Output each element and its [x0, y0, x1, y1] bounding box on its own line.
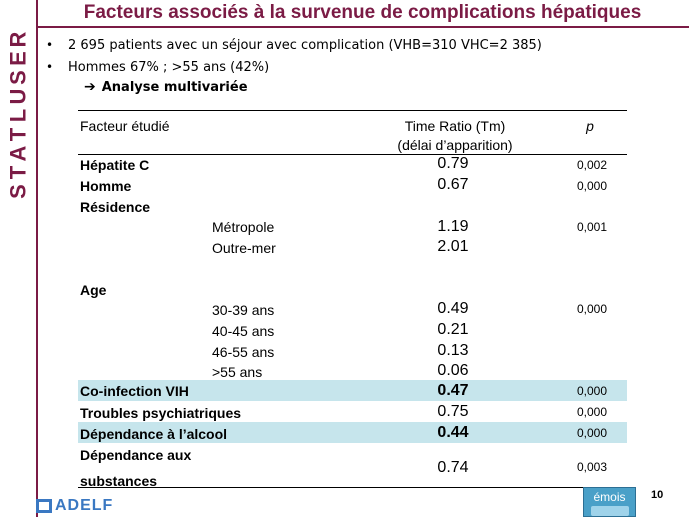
adelf-logo	[36, 497, 113, 515]
arrow-right-icon: ➔	[84, 79, 96, 95]
row-label: Dépendance aux	[80, 447, 192, 463]
header-p: p	[586, 118, 594, 134]
emois-logo	[583, 487, 636, 517]
sidebar-letter: L	[5, 108, 31, 123]
row-sublabel: >55 ans	[212, 364, 263, 380]
bullet-item	[46, 56, 542, 78]
row-tm: 1.19	[437, 218, 469, 235]
row-p: 0,000	[576, 384, 608, 398]
row-tm: 0.47	[437, 382, 469, 399]
table-header-rule	[78, 154, 627, 155]
bullet-marker: •	[46, 60, 54, 74]
row-label: Hépatite C	[80, 157, 150, 173]
row-label: Dépendance à l’alcool	[80, 426, 228, 442]
bullet-list	[46, 34, 542, 78]
sidebar-letter: R	[5, 31, 31, 48]
row-tm: 0.49	[437, 300, 469, 317]
sidebar-letter: E	[5, 51, 31, 66]
bullet-item	[46, 34, 542, 56]
row-label: Homme	[80, 178, 132, 194]
row-p: 0,000	[576, 426, 608, 440]
sidebar	[0, 0, 36, 517]
resultats-vertical-label	[5, 30, 31, 230]
subheading-text: Analyse multivariée	[101, 79, 248, 95]
row-tm: 2.01	[437, 238, 469, 255]
sidebar-letter: S	[5, 70, 31, 85]
sidebar-letter: T	[5, 165, 31, 180]
row-sublabel: Métropole	[212, 219, 275, 235]
row-tm: 0.06	[437, 362, 469, 379]
header-factor: Facteur étudié	[80, 118, 170, 134]
adelf-logo-text: ADELF	[55, 497, 114, 514]
table-bottom-rule	[78, 487, 627, 488]
header-tm-line2: (délai d’apparition)	[397, 137, 513, 153]
row-sublabel: Outre-mer	[212, 240, 276, 256]
bullet-text: Hommes 67% ; >55 ans (42%)	[68, 59, 270, 75]
row-p: 0,001	[576, 220, 608, 234]
row-p: 0,000	[576, 179, 608, 193]
row-label-cont: substances	[80, 473, 158, 489]
vertical-divider	[36, 0, 38, 517]
sidebar-letter: T	[5, 127, 31, 142]
row-tm: 0.79	[437, 155, 469, 172]
title-underline	[36, 26, 689, 28]
row-label: Troubles psychiatriques	[80, 405, 242, 421]
row-label: Résidence	[80, 199, 151, 215]
row-p: 0,003	[576, 460, 608, 474]
adelf-logo-icon	[36, 499, 52, 513]
bullet-text: 2 695 patients avec un séjour avec complication (VHB=310 VHC=2 385)	[68, 37, 542, 53]
row-tm: 0.21	[437, 321, 469, 338]
sidebar-letter: U	[5, 88, 31, 105]
row-p: 0,000	[576, 405, 608, 419]
row-sublabel: 46-55 ans	[212, 344, 275, 360]
bullet-marker: •	[46, 38, 54, 52]
table-top-rule	[78, 110, 627, 111]
sidebar-letter: S	[5, 184, 31, 199]
row-sublabel: 30-39 ans	[212, 302, 275, 318]
row-label: Co-infection VIH	[80, 383, 189, 399]
row-tm: 0.67	[437, 176, 469, 193]
row-tm: 0.74	[437, 459, 469, 476]
slide-title: Facteurs associés à la survenue de complications hépatiques	[83, 2, 642, 23]
row-tm: 0.44	[437, 424, 469, 441]
row-label: Age	[80, 282, 107, 298]
row-tm: 0.75	[437, 403, 469, 420]
sidebar-letter: A	[5, 145, 31, 162]
emois-logo-text: émois	[593, 490, 626, 504]
page-number: 10	[651, 489, 664, 501]
row-p: 0,002	[576, 158, 608, 172]
row-sublabel: 40-45 ans	[212, 323, 275, 339]
row-p: 0,000	[576, 302, 608, 316]
row-tm: 0.13	[437, 342, 469, 359]
header-tm-line1: Time Ratio (Tm)	[404, 118, 506, 134]
emois-logo-graphic	[591, 506, 629, 516]
subheading	[84, 79, 248, 95]
